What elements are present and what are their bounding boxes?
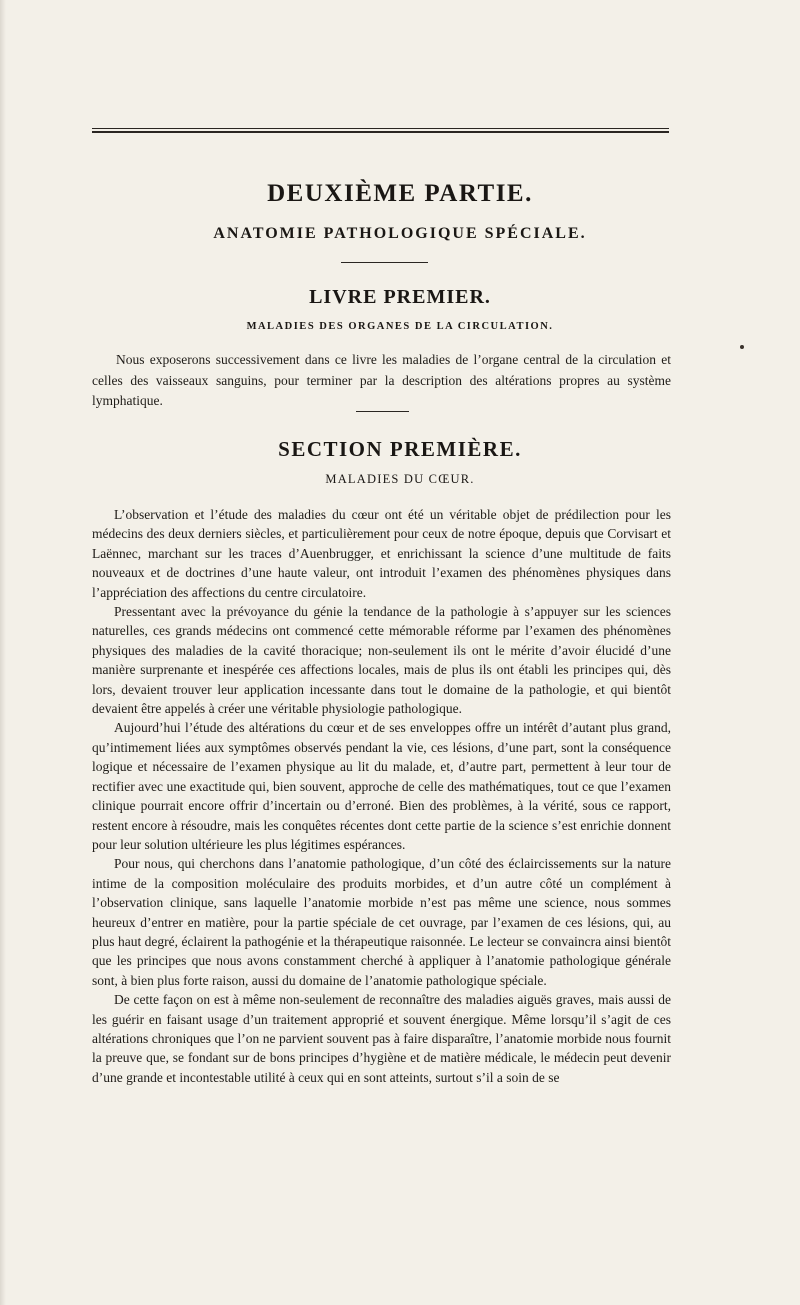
- book-subtitle: MALADIES DES ORGANES DE LA CIRCULATION.: [246, 321, 554, 332]
- top-rule-thin: [92, 128, 669, 129]
- body-text: [92, 505, 671, 1087]
- paragraph: Aujourd’hui l’étude des altérations du cœur et de ses enveloppes offre un intérêt d’autant plus grand, qu’intimement liées aux symptômes observés pendant la vie, ces lésions, d’une part, sont la conséquence logique et nécessaire de l’examen physique au lit du malade, et, d’autre part, permettent à leur tour de rectifier avec une exactitude qui, bien souvent, approche de celle des mathématiques, tout ce que l’examen clinique pourrait encore offrir d’incertain ou d’erroné. Bien des problèmes, à la vérité, sous ce rapport, restent encore à résoudre, mais les conquêtes récentes dont cette partie de la science s’est enrichie donnent pour leur solution ultérieure les plus légitimes espérances.: [92, 720, 671, 852]
- margin-dot: [740, 345, 744, 349]
- paragraph: L’observation et l’étude des maladies du cœur ont été un véritable objet de prédilection pour les médecins des deux derniers siècles, et particulièrement pour ceux de notre époque, depuis que Corvisart et Laënnec, marchant sur les traces d’Auenbrugger, et enrichissant la science d’une multitude de faits nouveaux et de doctrines d’une haute valeur, ont introduit l’examen des phénomènes physiques dans l’appréciation des affections du centre circulatoire.: [92, 507, 671, 600]
- divider-rule-short: [356, 411, 409, 412]
- book-title: LIVRE PREMIER.: [309, 286, 491, 308]
- paragraph: Pour nous, qui cherchons dans l’anatomie pathologique, d’un côté des éclaircissements sur la nature intime de la composition moléculaire des produits morbides, et d’un autre côté un complément à l’observation clinique, sans laquelle l’anatomie morbide n’est pas même une science, nous sommes heureux d’entrer en matière, pour la partie spéciale de cet ouvrage, par l’examen de ces lésions, qui, au plus haut degré, éclairent la pathogénie et la thérapeutique raisonnée. Le lecteur se convaincra ainsi bientôt que les principes que nous avons constamment cherché à appliquer à l’anatomie pathologique générale sont, à bien plus forte raison, aussi du domaine de l’anatomie pathologique spéciale.: [92, 856, 671, 988]
- part-title: DEUXIÈME PARTIE.: [267, 180, 533, 207]
- paragraph: De cette façon on est à même non-seulement de reconnaître des maladies aiguës graves, mais aussi de les guérir en faisant usage d’un traitement approprié et souvent énergique. Même lorsqu’il s’agit de ces altérations chroniques que l’on ne parvient souvent pas à faire disparaître, l’anatomie morbide nous fournit la preuve que, se fondant sur de bons principes d’hygiène et de matière médicale, le médecin peut devenir d’une grande et incontestable utilité à ceux qui en sont atteints, surtout s’il a soin de se: [92, 992, 671, 1085]
- intro-paragraph: [92, 350, 671, 412]
- section-subtitle: MALADIES DU CŒUR.: [325, 472, 475, 486]
- intro-text: Nous exposerons successivement dans ce livre les maladies de l’organe central de la circulation et celles des vaisseaux sanguins, pour terminer par la description des altérations propres au système lymphatique.: [92, 352, 671, 408]
- top-rule-thick: [92, 131, 669, 133]
- paragraph: Pressentant avec la prévoyance du génie la tendance de la pathologie à s’appuyer sur les sciences naturelles, ces grands médecins ont commencé cette mémorable réforme par l’examen des phénomènes physiques des maladies de la cavité thoracique; non-seulement ils ont le mérite d’avoir élucidé d’une manière surprenante et inespérée ces affections locales, mais de plus ils ont établi les principes qui, dès lors, devaient trouver leur application incessante dans tout le domaine de la pathologie, et qui bientôt devaient être appelés à créer une véritable physiologie pathologique.: [92, 604, 671, 717]
- section-title: SECTION PREMIÈRE.: [278, 437, 522, 461]
- divider-rule: [341, 262, 428, 263]
- part-subtitle: ANATOMIE PATHOLOGIQUE SPÉCIALE.: [213, 225, 587, 242]
